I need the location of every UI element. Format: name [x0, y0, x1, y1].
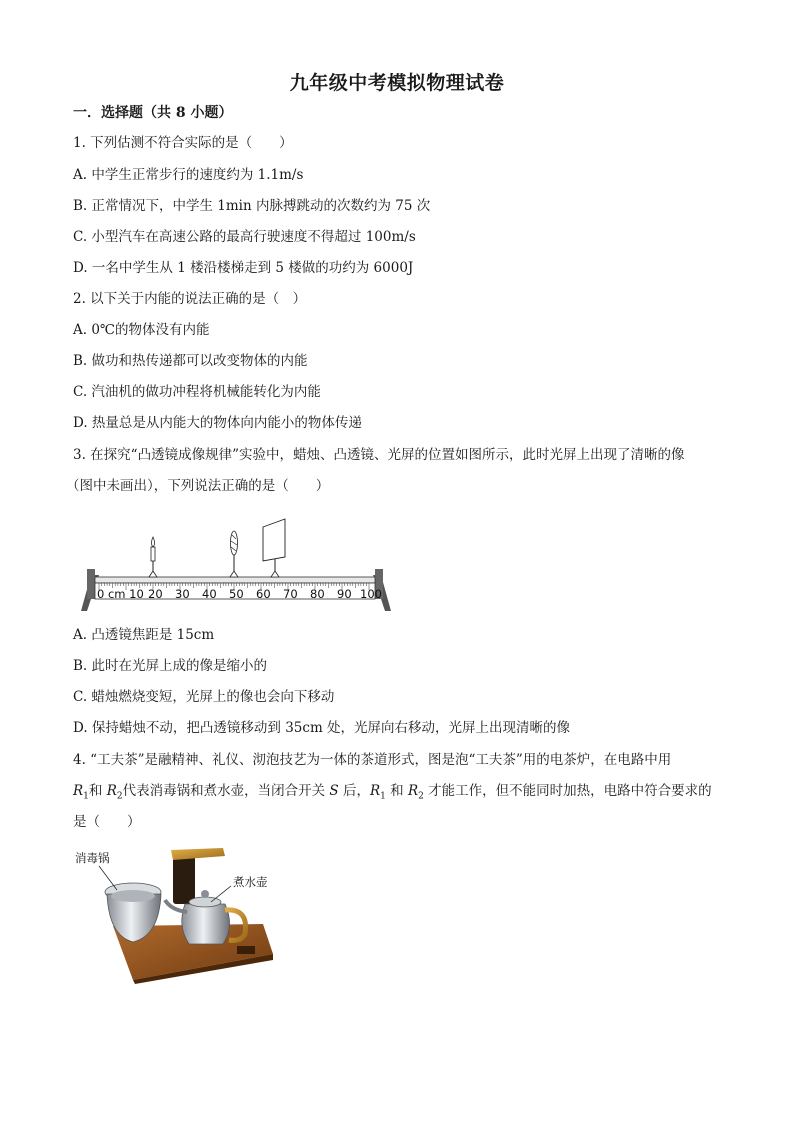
kettle-lid — [189, 897, 221, 907]
candle — [149, 537, 157, 577]
r2-subscript-2: 2 — [418, 791, 424, 802]
q3-stem-line1: 3. 在探究“凸透镜成像规律”实验中，蜡烛、凸透镜、光屏的位置如图所示，此时光屏上出现了清晰的像 — [73, 447, 685, 463]
label-sterilizer: 消毒锅 — [75, 851, 110, 865]
scale-label-90: 90 — [337, 587, 352, 601]
q4-text-e: 才能工作，但不能同时加热，电路中符合要求的 — [423, 783, 712, 799]
r1-subscript-2: 1 — [380, 791, 386, 802]
convex-lens — [230, 531, 238, 577]
light-screen — [263, 519, 285, 577]
scale-label-20: 20 — [148, 587, 163, 601]
q3-option-c: C. 蜡烛燃烧变短，光屏上的像也会向下移动 — [73, 689, 335, 705]
q3-option-d: D. 保持蜡烛不动，把凸透镜移动到 35cm 处，光屏向右移动，光屏上出现清晰的像 — [73, 720, 571, 736]
q4-text-a: 和 — [88, 783, 107, 799]
switch-symbol: S — [329, 783, 339, 799]
q2-option-c: C. 汽油机的做功冲程将机械能转化为内能 — [73, 384, 321, 400]
bench-left-post — [87, 569, 95, 599]
scale-label-70: 70 — [283, 587, 298, 601]
q2-option-d: D. 热量总是从内能大的物体向内能小的物体传递 — [73, 415, 362, 431]
bench-rail — [95, 577, 375, 583]
q3-option-a: A. 凸透镜焦距是 15cm — [73, 627, 215, 643]
scale-label-80: 80 — [310, 587, 325, 601]
q3-option-b: B. 此时在光屏上成的像是缩小的 — [73, 658, 268, 674]
q4-text-d: 和 — [385, 783, 408, 799]
q3-stem-line2: （图中未画出），下列说法正确的是（ ） — [66, 478, 330, 494]
r1-symbol-2: R — [369, 783, 381, 799]
scale-label-0: 0 cm 10 — [97, 587, 144, 601]
section-heading: 一．选择题（共 8 小题） — [73, 105, 233, 121]
kettle-body — [182, 904, 230, 944]
scale-label-60: 60 — [256, 587, 271, 601]
scale-labels — [97, 587, 382, 601]
r1-symbol: R — [73, 783, 84, 799]
scale-label-100: 100 — [360, 587, 382, 601]
q4-stem-line2 — [73, 782, 712, 806]
label-kettle: 煮水壶 — [233, 875, 268, 889]
kettle-knob — [201, 890, 209, 898]
q2-stem: 2. 以下关于内能的说法正确的是（ ） — [73, 291, 307, 307]
r2-symbol: R — [106, 783, 117, 799]
r2-subscript: 2 — [116, 791, 123, 802]
scale-label-40: 40 — [202, 587, 217, 601]
q4-stem-line1: 4. “工夫茶”是融精神、礼仪、沏泡技艺为一体的茶道形式，图是泡“工夫茶”用的电茶炉，在电路中用 — [73, 752, 672, 768]
r1-subscript: 1 — [83, 791, 89, 802]
scale-label-30: 30 — [175, 587, 190, 601]
q2-option-a: A. 0℃的物体没有内能 — [73, 322, 210, 338]
r2-symbol-2: R — [407, 783, 419, 799]
q4-stem-line3: 是（ ） — [73, 814, 141, 830]
page-title: 九年级中考模拟物理试卷 — [289, 72, 505, 94]
stove-faucet — [171, 848, 225, 860]
q1-option-b: B. 正常情况下，中学生 1min 内脉搏跳动的次数约为 75 次 — [73, 198, 431, 214]
control-panel — [237, 946, 255, 954]
q1-stem: 1. 下列估测不符合实际的是（ ） — [73, 135, 293, 151]
label-leader-right — [211, 886, 231, 902]
q4-text-b: 代表消毒锅和煮水壶，当闭合开关 — [122, 783, 330, 799]
q4-text-c: 后， — [338, 783, 370, 799]
q1-option-c: C. 小型汽车在高速公路的最高行驶速度不得超过 100m/s — [73, 229, 416, 245]
scale-label-50: 50 — [229, 587, 244, 601]
tea-stove-figure — [73, 846, 283, 984]
sterilizer-inner — [111, 890, 155, 902]
q2-option-b: B. 做功和热传递都可以改变物体的内能 — [73, 353, 308, 369]
optical-bench-figure — [73, 515, 399, 615]
stove-tower — [173, 854, 195, 904]
q1-option-d: D. 一名中学生从 1 楼沿楼梯走到 5 楼做的功约为 6000J — [73, 260, 414, 276]
label-leader-left — [99, 866, 117, 890]
q1-option-a: A. 中学生正常步行的速度约为 1.1m/s — [73, 167, 304, 183]
